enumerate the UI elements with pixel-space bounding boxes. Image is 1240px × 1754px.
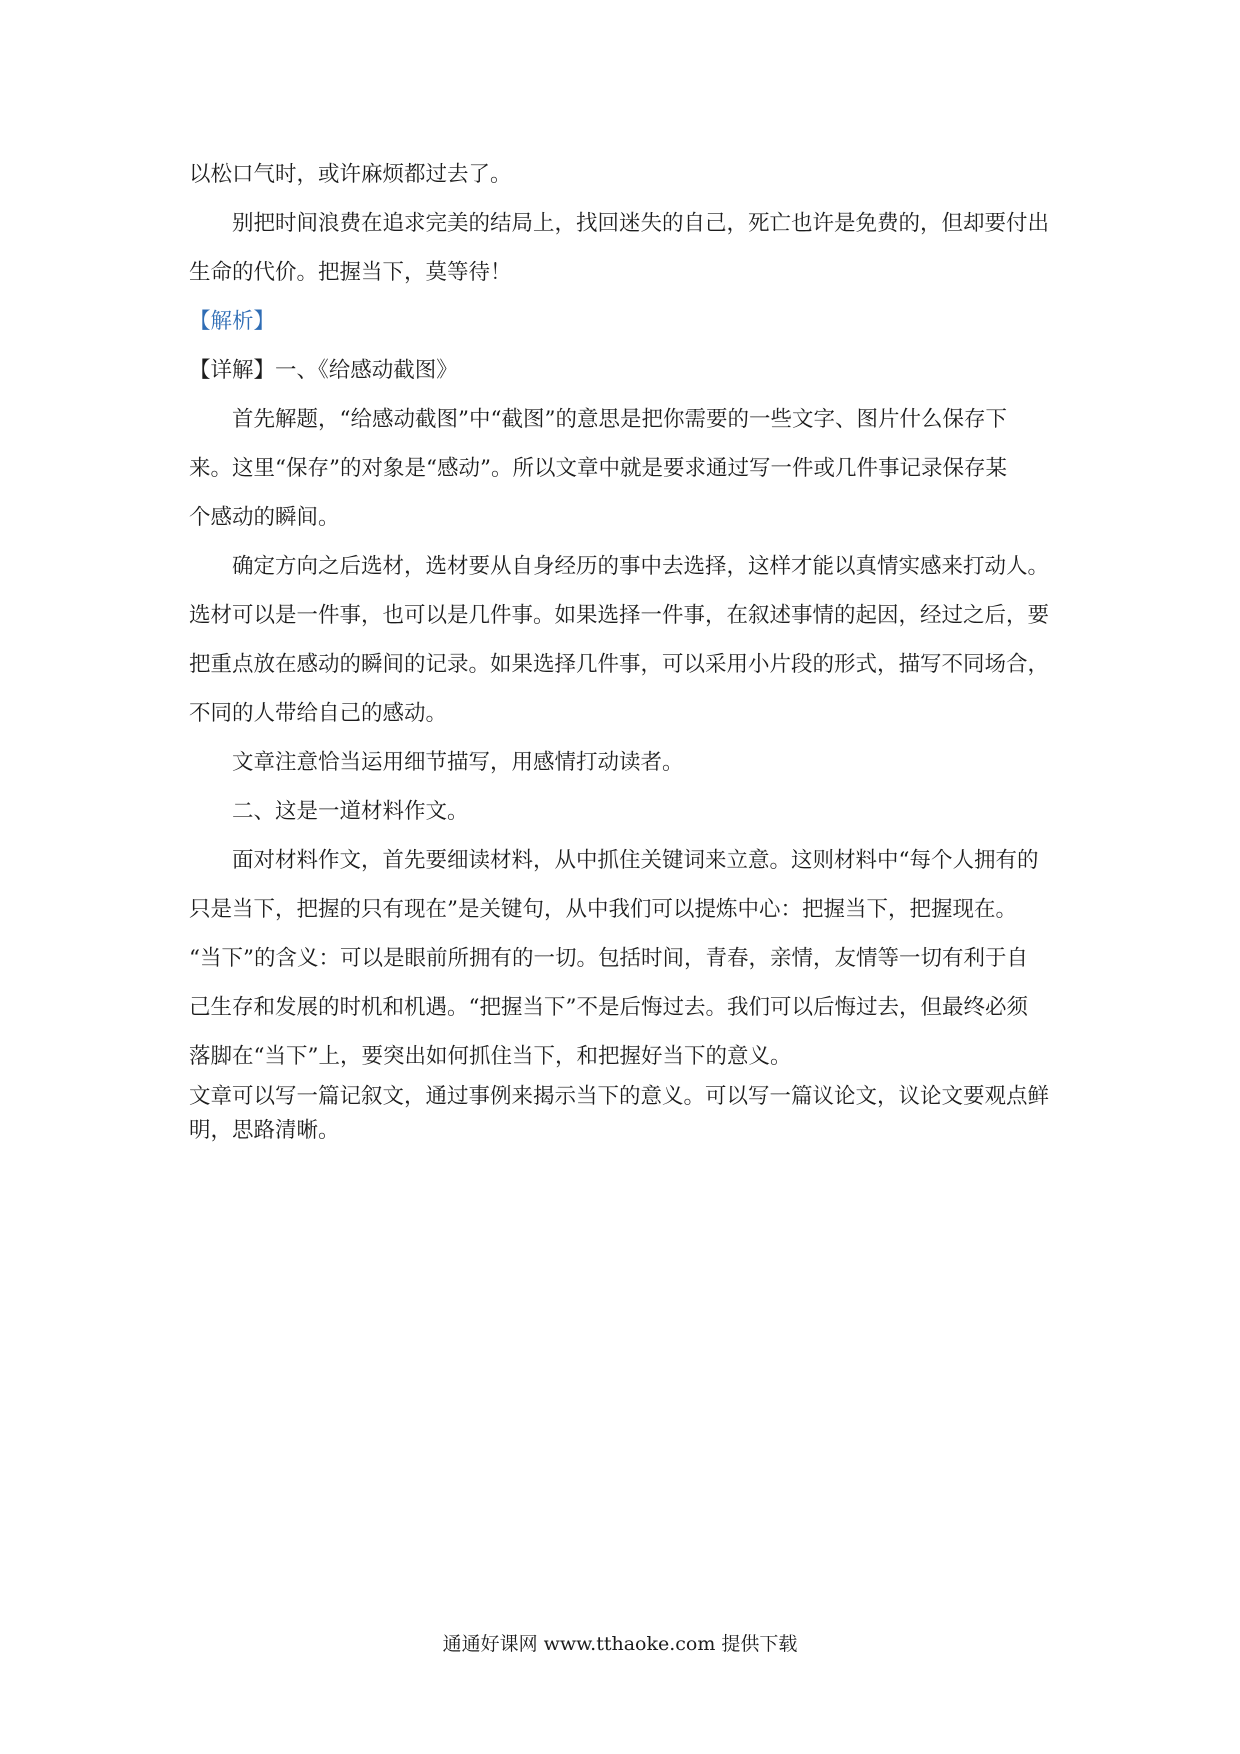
section-two-heading: 二、这是一道材料作文。 <box>232 799 469 824</box>
document-body <box>189 150 1069 1081</box>
text-line: “当下”的含义：可以是眼前所拥有的一切。包括时间，青春，亲情，友情等一切有利于自 <box>189 946 1028 971</box>
paragraph-first-line: 首先解题，“给感动截图”中“截图”的意思是把你需要的一些文字、图片什么保存下 <box>232 407 1007 432</box>
closing-paragraph <box>189 1080 1069 1148</box>
text-line: 把重点放在感动的瞬间的记录。如果选择几件事，可以采用小片段的形式，描写不同场合， <box>189 652 1050 677</box>
text-line: 己生存和发展的时机和机遇。“把握当下”不是后悔过去。我们可以后悔过去，但最终必须 <box>189 995 1028 1020</box>
paragraph-first-line: 别把时间浪费在追求完美的结局上，找回迷失的自己，死亡也许是免费的，但却要付出 <box>232 211 1050 236</box>
text-line: 文章可以写一篇记叙文，通过事例来揭示当下的意义。可以写一篇议论文，议论文要观点鲜 <box>189 1084 1050 1109</box>
text-line: 个感动的瞬间。 <box>189 505 340 530</box>
detail-heading: 【详解】一、《给感动截图》 <box>189 358 458 383</box>
text-line: 选材可以是一件事，也可以是几件事。如果选择一件事，在叙述事情的起因，经过之后，要 <box>189 603 1050 628</box>
paragraph-first-line: 确定方向之后选材，选材要从自身经历的事中去选择，这样才能以真情实感来打动人。 <box>232 554 1050 579</box>
text-line: 落脚在“当下”上，要突出如何抓住当下，和把握好当下的意义。 <box>189 1044 792 1069</box>
paragraph-first-line: 文章注意恰当运用细节描写，用感情打动读者。 <box>232 750 684 775</box>
text-line: 来。这里“保存”的对象是“感动”。所以文章中就是要求通过写一件或几件事记录保存某 <box>189 456 1007 481</box>
text-line: 明，思路清晰。 <box>189 1118 340 1143</box>
analysis-heading: 【解析】 <box>189 309 276 334</box>
text-line: 以松口气时，或许麻烦都过去了。 <box>189 162 512 187</box>
page-footer: 通通好课网 www.tthaoke.com 提供下载 <box>442 1633 798 1655</box>
text-line: 只是当下，把握的只有现在”是关键句，从中我们可以提炼中心：把握当下，把握现在。 <box>189 897 1017 922</box>
paragraph-first-line: 面对材料作文，首先要细读材料，从中抓住关键词来立意。这则材料中“每个人拥有的 <box>232 848 1039 873</box>
text-line: 生命的代价。把握当下，莫等待！ <box>189 260 512 285</box>
text-line: 不同的人带给自己的感动。 <box>189 701 448 726</box>
